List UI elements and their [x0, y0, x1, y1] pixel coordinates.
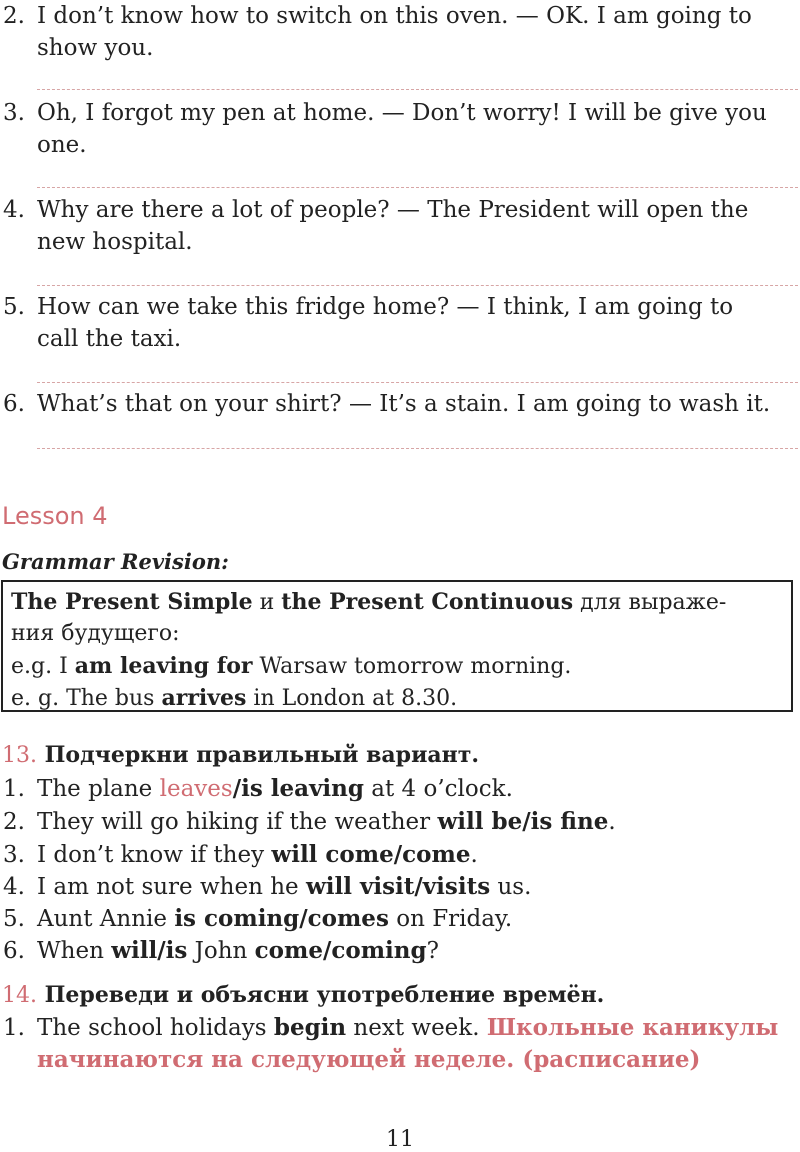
answer-choice[interactable]: will be/is fine [437, 808, 609, 835]
text-part: They will go hiking if the weather [37, 809, 438, 835]
ex14-item-1-continued [0, 1044, 800, 1076]
text-part: I am not sure when he [37, 874, 306, 900]
ex13-item-3 [0, 839, 800, 871]
example-text: e. g. The bus [11, 686, 162, 711]
translation-answer-continued: начинаются на следующей неделе. (расписание) [37, 1046, 701, 1073]
item-text-continued: call the taxi. [37, 326, 182, 352]
text-part: ? [426, 938, 439, 964]
answer-line[interactable] [37, 285, 798, 286]
answer-choice[interactable]: is coming/comes [174, 905, 389, 932]
text-part: us. [490, 874, 532, 900]
text-part: on Friday. [388, 906, 513, 932]
item-text [37, 935, 439, 967]
item-number: 3. [3, 842, 25, 868]
text-part: When [37, 938, 112, 964]
rule-text: для выраже- [573, 590, 727, 615]
ex13-item-4 [0, 871, 800, 903]
item-text: What’s that on your shirt? — It’s a stain. I am going to wash it. [37, 391, 771, 417]
item-text-continued: one. [37, 132, 87, 158]
exercise-number: 14. [2, 983, 37, 1008]
answer-choice[interactable]: will visit/visits [305, 873, 491, 900]
text-part: . [470, 842, 478, 868]
rule-line-1 [11, 587, 726, 618]
item-number: 5. [3, 906, 25, 932]
text-part: John [187, 938, 255, 964]
answer-choice[interactable]: come/coming [254, 937, 427, 964]
item-text [37, 903, 512, 935]
item-text [37, 806, 616, 838]
grammar-rule-box [1, 580, 793, 712]
grammar-revision-heading: Grammar Revision: [2, 549, 229, 574]
ex13-item-2 [0, 806, 800, 838]
text-part: Aunt Annie [37, 906, 175, 932]
item-text [37, 839, 478, 871]
example-text: in London at 8.30. [246, 686, 458, 711]
example-line-2 [11, 683, 457, 714]
answer-choice[interactable]: will come/come [271, 841, 471, 868]
item-number: 2. [3, 3, 25, 29]
lesson-title: Lesson 4 [2, 502, 108, 530]
ex13-item-5 [0, 903, 800, 935]
example-text: e.g. I [11, 654, 75, 679]
item-number: 2. [3, 809, 25, 835]
ex13-item-1 [0, 773, 800, 805]
exercise-14-heading [2, 980, 604, 1011]
ex14-item-1 [0, 1012, 800, 1044]
rule-conjunction: и [252, 590, 282, 615]
text-part: next week. [346, 1015, 487, 1041]
answer-line[interactable] [37, 187, 798, 188]
example-highlight: am leaving for [74, 653, 253, 679]
answer-line[interactable] [37, 448, 798, 449]
item-number: 5. [3, 294, 25, 320]
item-text [37, 1012, 778, 1044]
answer-line[interactable] [37, 382, 798, 383]
item-text: How can we take this fridge home? — I think, I am going to [37, 294, 734, 320]
item-text [37, 773, 513, 805]
exercise-instruction: Подчеркни правильный вариант. [37, 742, 480, 768]
page-number: 11 [386, 1127, 414, 1152]
exercise-13-heading [2, 740, 479, 771]
item-number: 4. [3, 197, 25, 223]
example-text: Warsaw tomorrow morning. [252, 654, 572, 679]
item-text [37, 871, 531, 903]
text-part: . [608, 809, 616, 835]
item-number: 3. [3, 100, 25, 126]
text-highlight: begin [273, 1014, 347, 1041]
exercise-number: 13. [2, 743, 37, 768]
text-part: The plane [37, 776, 160, 802]
item-text-continued: new hospital. [37, 229, 193, 255]
item-text-continued: show you. [37, 35, 154, 61]
example-highlight: arrives [161, 685, 247, 711]
exercise-instruction: Переведи и объясни употребление времён. [37, 982, 605, 1008]
item-text: Oh, I forgot my pen at home. — Don’t worry! I will be give you [37, 100, 767, 126]
rule-term: the Present Continuous [281, 589, 574, 615]
translation-answer: Школьные каникулы [486, 1014, 779, 1041]
rule-line-2: ния будущего: [11, 621, 180, 646]
answer-choice[interactable]: /is leaving [232, 775, 364, 802]
rule-term: The Present Simple [11, 589, 253, 615]
answer-choice-selected[interactable]: leaves [159, 776, 233, 802]
text-part: I don’t know if they [37, 842, 272, 868]
item-text: I don’t know how to switch on this oven. — OK. I am going to [37, 3, 752, 29]
item-number: 1. [3, 776, 25, 802]
answer-line[interactable] [37, 89, 798, 90]
answer-choice[interactable]: will/is [111, 937, 188, 964]
text-part: The school holidays [37, 1015, 274, 1041]
item-number: 6. [3, 938, 25, 964]
item-text: Why are there a lot of people? — The President will open the [37, 197, 749, 223]
item-number: 4. [3, 874, 25, 900]
text-part: at 4 o’clock. [363, 776, 513, 802]
item-number: 6. [3, 391, 25, 417]
ex13-item-6 [0, 935, 800, 967]
item-number: 1. [3, 1015, 25, 1041]
example-line-1 [11, 651, 571, 682]
